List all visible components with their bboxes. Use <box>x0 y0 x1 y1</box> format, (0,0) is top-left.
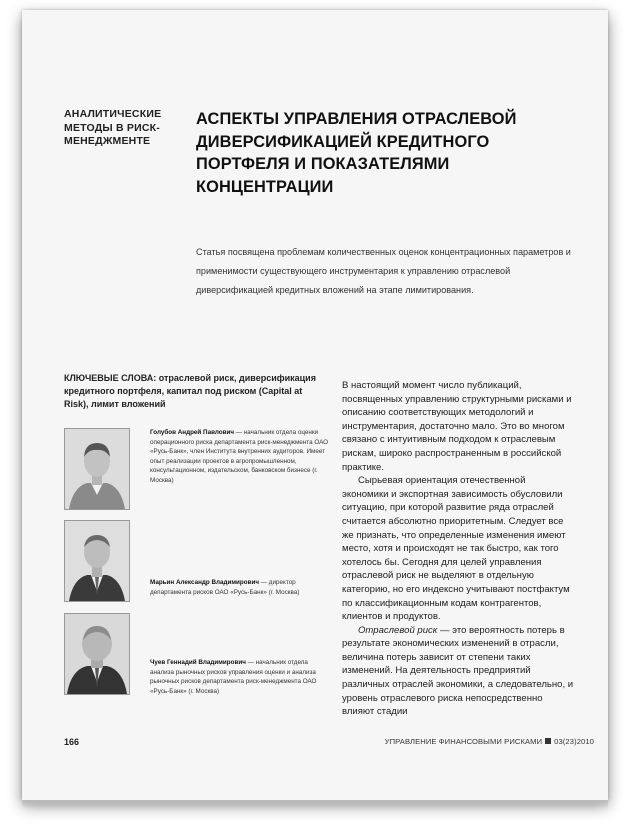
author-bio: Марьин Александр Владимирович — директор департамента рисков ОАО «Русь-Банк» (г. Москва) <box>150 579 300 596</box>
article-body <box>342 379 574 719</box>
author-card <box>64 520 330 618</box>
author-card <box>64 613 330 711</box>
term-highlight: Отраслевой риск <box>358 624 438 636</box>
square-separator-icon <box>545 738 551 744</box>
body-paragraph: Сырьевая ориентация отечественной экономики и экспортная зависимость обусловили ситуацию, при которой развитие ряда отраслей считается абсолютно приоритетным. Следует все же признать, что определенные изменения имеют место, хотя и происходят не так быстро, как того хотелось бы. Сегодня для целей управления отраслевой риск не выделяют в отдельную категорию, но его индексно учитывают постфактум по классификационным кодам контрагентов, клиентов и продуктов. <box>342 475 570 623</box>
author-name: Голубов Андрей Павлович <box>150 429 235 436</box>
keywords: КЛЮЧЕВЫЕ СЛОВА: отраслевой риск, диверсификация кредитного портфеля, капитал под риском (Capital at Risk), лимит вложений <box>64 373 316 409</box>
journal-footer <box>385 737 594 746</box>
author-bio: Чуев Геннадий Владимирович — начальник отдела анализа рыночных рисков управления оценки и анализа рыночных рисков департамента риск-менеджмента ОАО «Русь-Банк» (г. Москва) <box>150 659 317 695</box>
page-number: 166 <box>64 737 80 747</box>
article-abstract: Статья посвящена проблемам количественных оценок концентрационных параметров и применимости существующего инструментария к управлению отраслевой диверсификацией кредитных вложений на этапе лимитирования. <box>196 247 571 295</box>
author-photo <box>64 520 130 602</box>
section-label: АНАЛИТИЧЕСКИЕ МЕТОДЫ В РИСК-МЕНЕДЖМЕНТЕ <box>64 108 162 147</box>
author-name: Марьин Александр Владимирович <box>150 579 260 586</box>
author-photo <box>64 428 130 510</box>
body-paragraph: Отраслевой риск — это вероятность потерь в результате экономических изменений в отрасли, величина потерь зависит от степени таких изменений. На деятельность предприятий различных отраслей экономики, а следовательно, и уровень отраслевого риска непосредственно влияют стадии <box>342 624 574 718</box>
body-paragraph: В настоящий момент число публикаций, посвященных управлению структурными рисками и описанию соответствующих методологий и инструментария, достаточно мало. Это во многом связано с интуитивным подходом к отраслевым рискам, широко распространенным в российской практике. <box>342 380 572 473</box>
page-shadow <box>22 800 608 808</box>
journal-name: УПРАВЛЕНИЕ ФИНАНСОВЫМИ РИСКАМИ <box>384 737 543 746</box>
author-photo <box>64 613 130 695</box>
journal-issue: 03(23)2010 <box>554 737 594 746</box>
article-title: АСПЕКТЫ УПРАВЛЕНИЯ ОТРАСЛЕВОЙ ДИВЕРСИФИКАЦИЕЙ КРЕДИТНОГО ПОРТФЕЛЯ И ПОКАЗАТЕЛЯМИ КОНЦЕНТРАЦИИ <box>196 110 517 196</box>
author-card <box>64 428 330 526</box>
author-name: Чуев Геннадий Владимирович <box>150 659 246 666</box>
author-bio: Голубов Андрей Павлович — начальник отдела оценки операционного риска департамента риск-менеджмента ОАО «Русь-Банк», член Института внутренних аудиторов. Имеет опыт реализации проектов в агропромышленном, консультационном, издательском, банковском бизнесе (г. Москва) <box>150 429 329 484</box>
